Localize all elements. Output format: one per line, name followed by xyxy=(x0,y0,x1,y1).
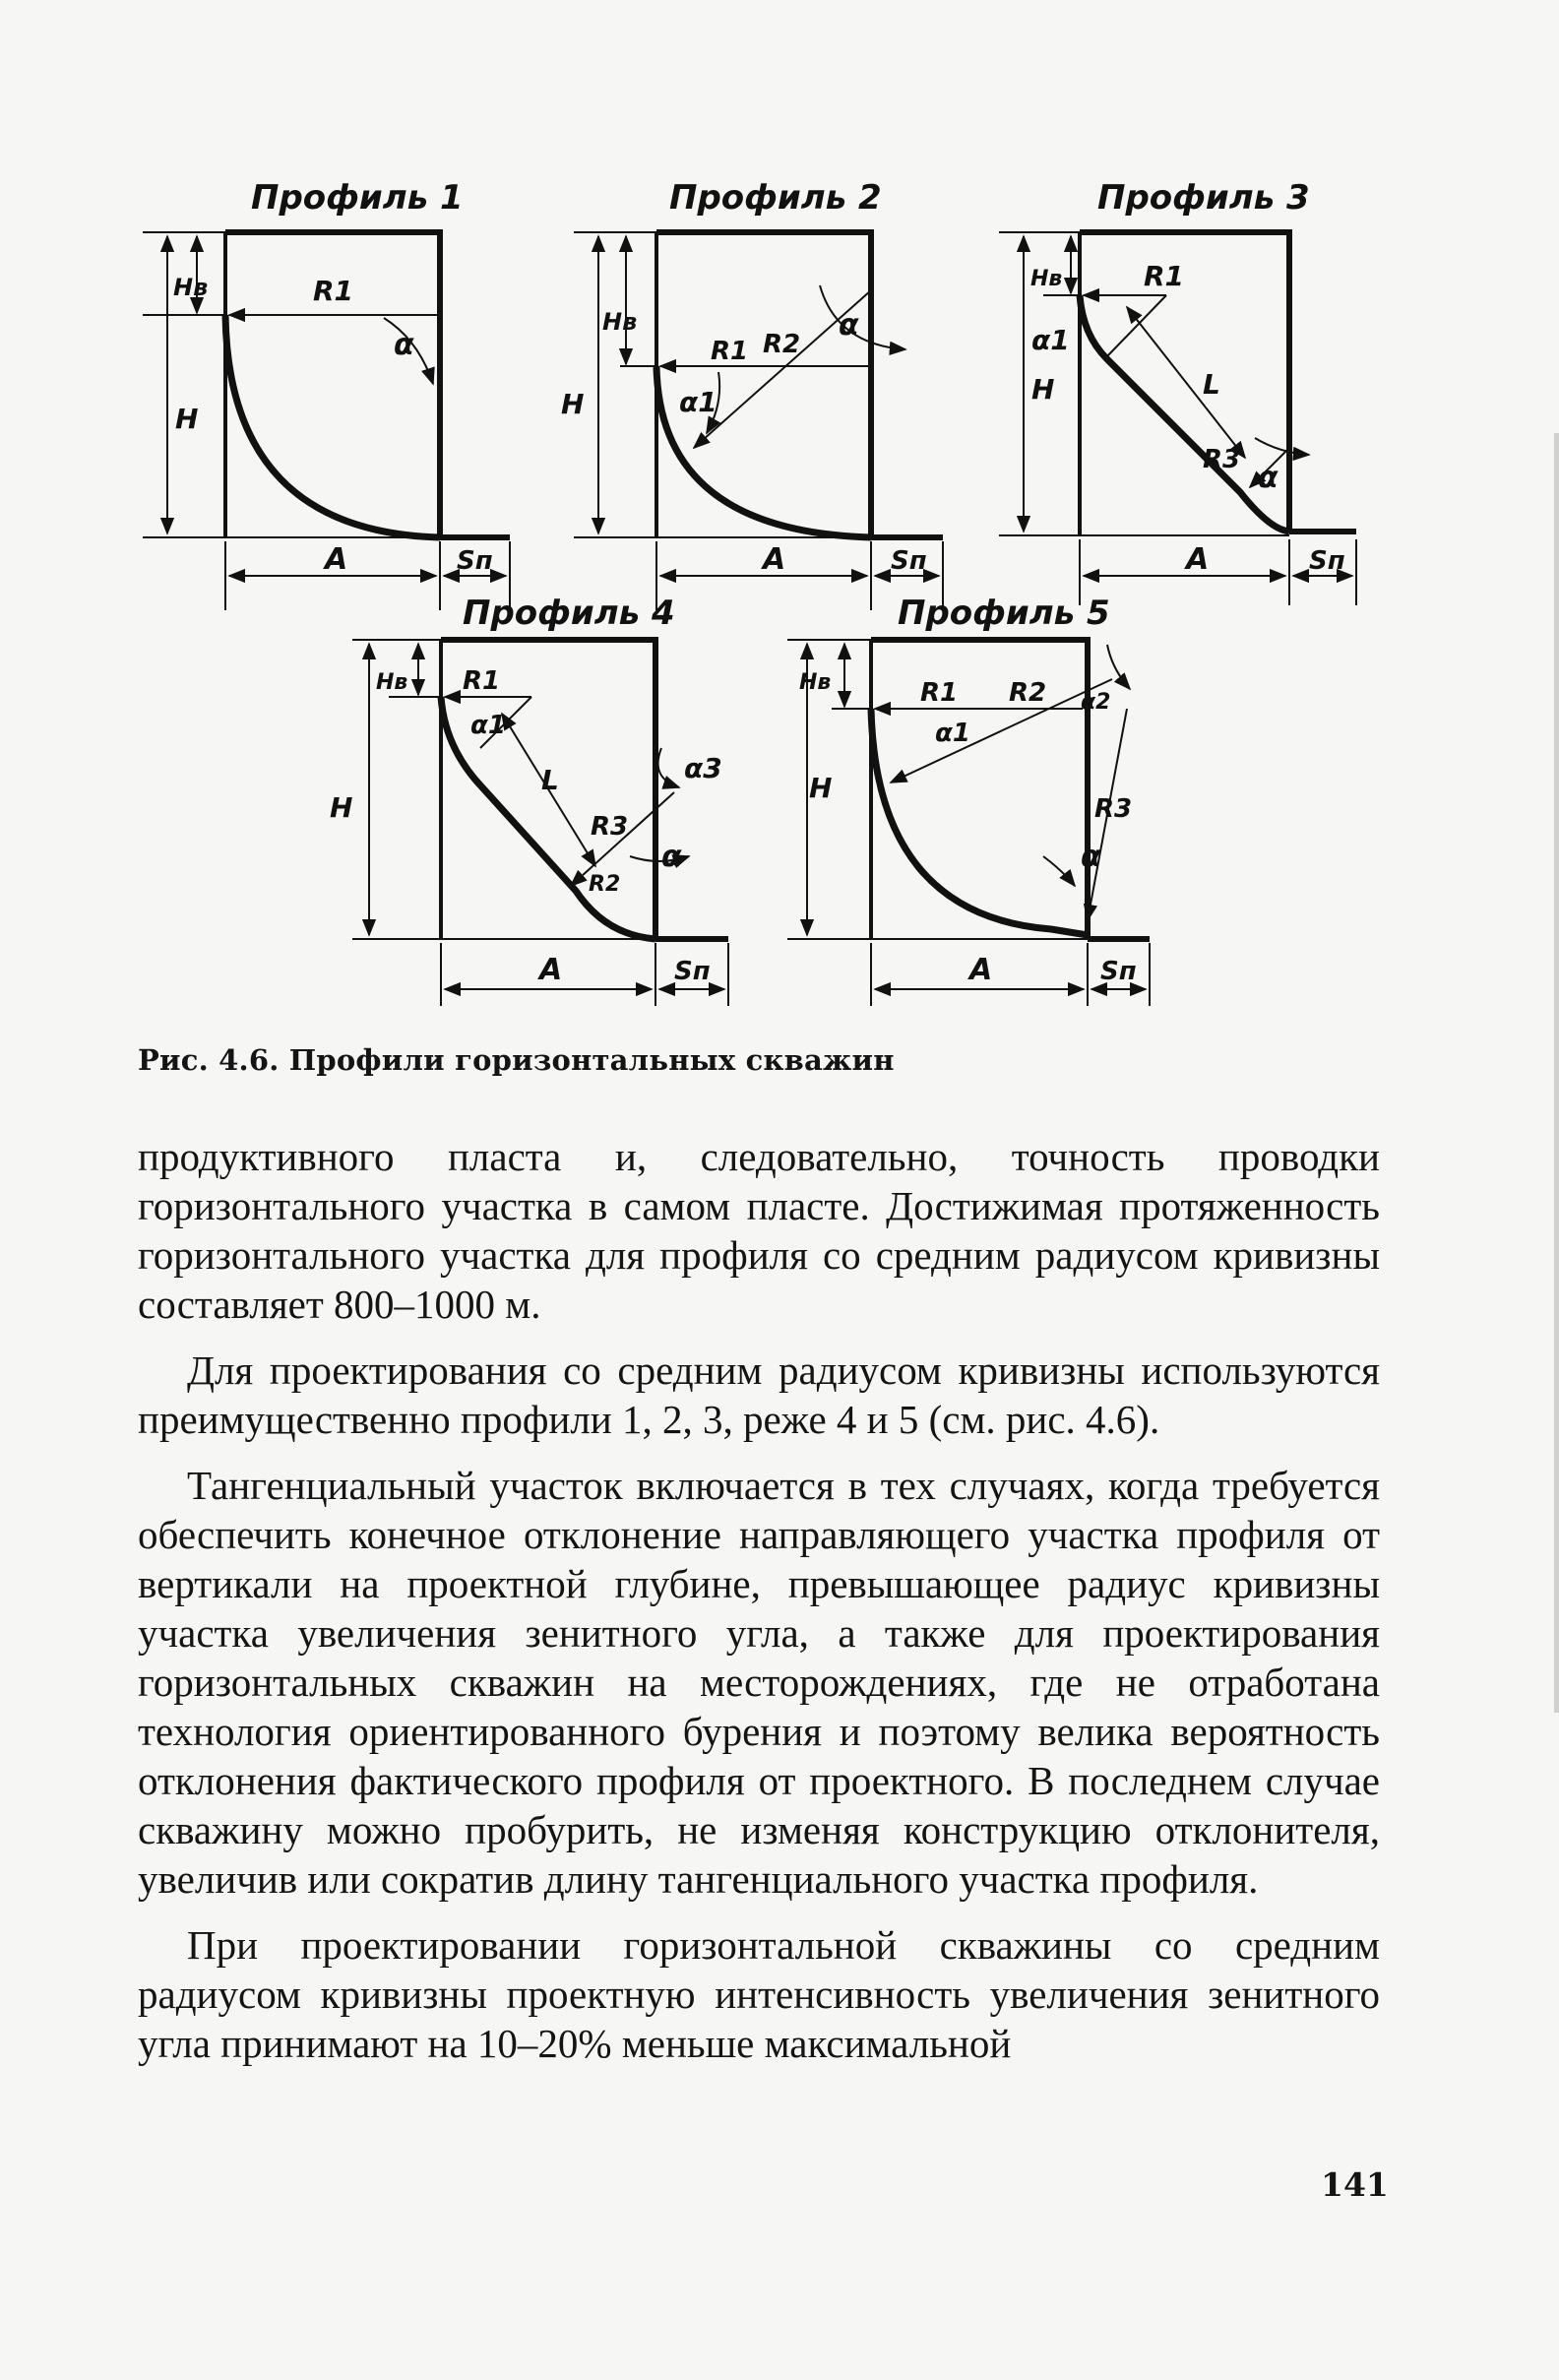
profile-5-label-hv: Hв xyxy=(799,670,832,695)
profile-3-label-alpha1: α1 xyxy=(1031,324,1070,356)
profile-3-label-l: L xyxy=(1203,368,1220,401)
profile-5-label-r1: R1 xyxy=(920,678,959,708)
figure-caption: Рис. 4.6. Профили горизонтальных скважин xyxy=(138,1043,895,1077)
profile-3-label-alpha: α xyxy=(1258,461,1278,495)
profile-4-title: Профиль 4 xyxy=(463,594,675,633)
profile-5-label-alpha: α xyxy=(1081,840,1101,874)
profile-5-label-sp: Sп xyxy=(1100,957,1137,986)
profile-3-label-a: A xyxy=(1186,542,1210,577)
paragraph-2: Для проектирования со средним радиусом кривизны используются преимущественно профили 1, 2, 3, реже 4 и 5 (см. рис. 4.6). xyxy=(138,1347,1380,1442)
paragraph-3: Тангенциальный участок включается в тех случаях, когда требуется обеспечить конечное отклонение направляющего участка профиля от вертикали на проектной глубине, превышающее радиус кривизны участка увеличения зенитного угла, а также для проектирования горизонтальных скважин на месторождениях, где не отработана технология ориентированного бурения и поэтому велика вероятность отклонения фактического профиля от проектного. В последнем случае скважину можно пробурить, не изменяя конструкцию отклонителя, увеличив или сократив длину тангенциального участка профиля. xyxy=(138,1463,1380,1902)
profile-1-label-hv: Hв xyxy=(173,274,209,301)
profile-1-label-alpha: α xyxy=(394,328,414,362)
profile-4-label-r3: R3 xyxy=(591,812,629,842)
profile-2-label-sp: Sп xyxy=(891,546,927,576)
profile-4-label-r1: R1 xyxy=(463,666,501,696)
profile-5-label-r2: R2 xyxy=(1009,678,1047,708)
profile-3-label-r3: R3 xyxy=(1203,445,1241,474)
profile-3-title: Профиль 3 xyxy=(1097,178,1310,218)
profile-4-label-a: A xyxy=(539,953,563,987)
well-profiles-figure xyxy=(0,0,1559,1043)
profile-5-label-a: A xyxy=(969,953,993,987)
profile-2-diagram xyxy=(561,178,943,610)
paragraph-4: При проектировании горизонтальной скважины со средним радиусом кривизны проектную интенсивность увеличения зенитного угла принимают на 10–20% меньше максимальной xyxy=(138,1922,1380,2066)
profile-5-label-alpha1: α1 xyxy=(935,719,970,748)
profile-3-label-h: H xyxy=(1031,373,1055,406)
profile-4-label-alpha: α xyxy=(661,840,682,874)
profile-1-label-sp: Sп xyxy=(457,546,493,576)
paragraph-1: продуктивного пласта и, следовательно, точность проводки горизонтального участка в самом пласте. Достижимая протяженность горизонтального участка для профиля со средним радиусом кривизны составляет 800–1000 м. xyxy=(138,1134,1380,1327)
body-text xyxy=(138,1132,1380,2085)
profile-4-label-r2: R2 xyxy=(589,872,621,897)
page-number: 141 xyxy=(1321,2165,1389,2204)
profile-2-label-r1: R1 xyxy=(711,337,749,366)
profile-2-label-r2: R2 xyxy=(763,330,801,359)
profile-4-label-sp: Sп xyxy=(674,957,711,986)
profile-3-label-r1: R1 xyxy=(1144,260,1185,292)
profile-2-title: Профиль 2 xyxy=(669,178,882,218)
profile-1-title: Профиль 1 xyxy=(251,178,464,218)
profile-5-label-r3: R3 xyxy=(1094,794,1133,824)
profile-4-diagram xyxy=(330,594,728,1006)
profile-3-label-hv: Hв xyxy=(1030,267,1063,291)
profile-1-label-h: H xyxy=(175,403,199,435)
profile-4-label-hv: Hв xyxy=(376,670,408,695)
profile-5-diagram xyxy=(787,594,1150,1006)
profile-4-label-h: H xyxy=(330,791,353,824)
profile-2-label-hv: Hв xyxy=(602,308,638,336)
profile-4-label-alpha3: α3 xyxy=(684,752,722,784)
profile-2-label-alpha: α xyxy=(839,308,859,343)
profile-2-label-a: A xyxy=(763,542,786,577)
profile-3-label-sp: Sп xyxy=(1309,546,1345,576)
profile-4-label-l: L xyxy=(541,764,559,796)
profile-5-label-h: H xyxy=(809,772,833,804)
profile-5-label-alpha2: α2 xyxy=(1081,690,1111,715)
profile-3-diagram xyxy=(999,178,1356,605)
profile-1-label-r1: R1 xyxy=(313,275,354,307)
profile-2-label-h: H xyxy=(561,388,585,420)
scan-edge-shadow xyxy=(1554,433,1559,1713)
profile-4-label-alpha1: α1 xyxy=(470,711,506,740)
profile-1-diagram xyxy=(143,178,510,610)
profile-2-label-alpha1: α1 xyxy=(679,386,717,418)
profile-1-label-a: A xyxy=(325,542,348,577)
profile-5-title: Профиль 5 xyxy=(898,594,1110,633)
